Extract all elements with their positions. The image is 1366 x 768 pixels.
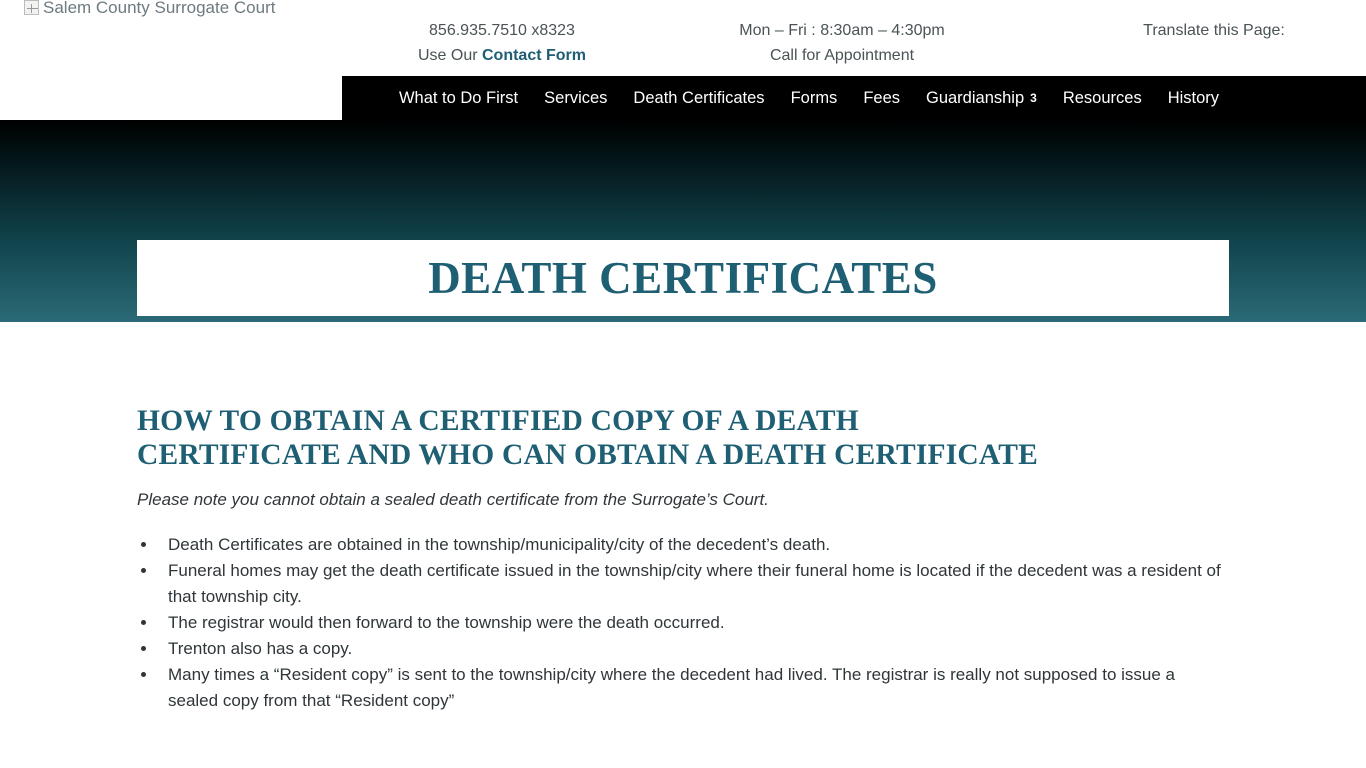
logo-block[interactable]	[0, 0, 342, 76]
section-heading: HOW TO OBTAIN A CERTIFIED COPY OF A DEATH CERTIFICATE AND WHO CAN OBTAIN A DEATH CERTIFICATE	[137, 405, 1038, 471]
nav-label: Services	[544, 89, 608, 107]
nav-item-forms[interactable]	[778, 76, 851, 120]
nav-item-history[interactable]	[1155, 76, 1232, 120]
nav-label: Forms	[790, 89, 838, 107]
nav-label: What to Do First	[398, 89, 519, 107]
phone-number[interactable]: 856.935.7510 x8323	[429, 22, 575, 39]
nav-item-resources[interactable]	[1050, 76, 1155, 120]
section-note: Please note you cannot obtain a sealed death certificate from the Surrogate’s Court.	[137, 490, 769, 509]
site-logo-broken-image	[24, 0, 275, 18]
list-item: • Death Certificates are obtained in the township/municipality/city of the decedent’s death.	[158, 532, 1229, 558]
chevron-down-icon: 3	[1030, 91, 1037, 105]
header-hours-column	[662, 18, 1022, 68]
nav-label: Resources	[1062, 89, 1142, 107]
site-header	[0, 0, 1366, 76]
translate-label: Translate this Page:	[1143, 22, 1285, 39]
info-bullet-list	[137, 532, 1229, 714]
header-phone-column	[342, 18, 662, 68]
nav-item-services[interactable]	[531, 76, 620, 120]
appointment-note: Call for Appointment	[769, 47, 915, 64]
nav-item-what-to-do-first[interactable]	[386, 76, 531, 120]
header-info-columns	[342, 0, 1366, 68]
broken-image-icon	[24, 0, 39, 15]
contact-form-prefix: Use Our	[417, 47, 482, 64]
header-translate-column	[1022, 18, 1366, 43]
nav-item-fees[interactable]	[850, 76, 913, 120]
page-title: DEATH CERTIFICATES	[428, 253, 938, 303]
nav-label: Fees	[863, 89, 900, 107]
nav-label: Death Certificates	[633, 89, 765, 107]
list-item: • Many times a “Resident copy” is sent to the township/city where the decedent had lived. The registrar is really not supposed to issue a sealed copy from that “Resident copy”	[158, 662, 1229, 714]
contact-form-link[interactable]: Contact Form	[482, 47, 586, 64]
nav-label: Guardianship	[926, 89, 1025, 107]
list-item: • The registrar would then forward to the township were the death occurred.	[158, 610, 1229, 636]
primary-navigation-bar	[0, 76, 1366, 120]
nav-logo-spacer	[0, 76, 342, 120]
nav-label: History	[1167, 89, 1220, 107]
main-content	[0, 404, 1366, 714]
list-item: • Funeral homes may get the death certificate issued in the township/city where their funeral home is located if the decedent was a resident of that township city.	[158, 558, 1229, 610]
primary-navigation	[342, 76, 1366, 120]
nav-item-death-certificates[interactable]	[620, 76, 777, 120]
contact-form-line	[342, 43, 662, 68]
office-hours: Mon – Fri : 8:30am – 4:30pm	[739, 22, 945, 39]
nav-item-guardianship[interactable]	[913, 76, 1050, 120]
page-title-card	[137, 240, 1229, 316]
logo-alt-text: Salem County Surrogate Court	[43, 0, 276, 17]
hero-banner	[0, 120, 1366, 322]
list-item: • Trenton also has a copy.	[158, 636, 1229, 662]
